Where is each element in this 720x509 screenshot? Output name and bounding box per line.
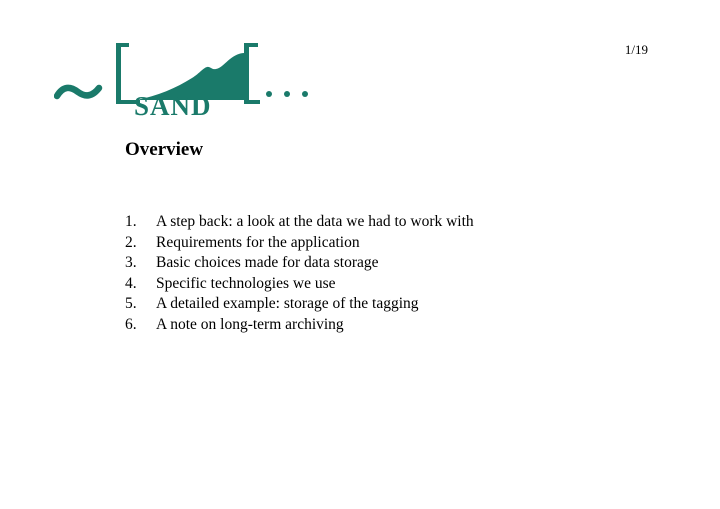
agenda-list <box>125 212 474 335</box>
slide-title: Overview <box>125 139 204 160</box>
agenda-item-number: 6. <box>125 315 137 333</box>
agenda-item <box>125 233 474 254</box>
tilde-mark <box>57 88 99 96</box>
agenda-item-number: 5. <box>125 295 137 312</box>
agenda-item <box>125 315 474 336</box>
ellipsis-dot <box>302 91 308 97</box>
left-bracket-2 <box>244 43 260 104</box>
logo-text: SAND <box>134 91 212 120</box>
sand-logo-graphic <box>54 38 318 120</box>
ellipsis-dot <box>284 91 290 97</box>
sand-logo <box>54 38 318 120</box>
agenda-item-text: A detailed example: storage of the tagging <box>156 295 419 312</box>
agenda-item-text: Basic choices made for data storage <box>156 254 379 271</box>
agenda-item-number: 4. <box>125 274 137 292</box>
agenda-item-text: Requirements for the application <box>156 233 360 251</box>
agenda-item-number: 1. <box>125 213 137 230</box>
agenda-item <box>125 274 474 295</box>
agenda-item <box>125 212 474 233</box>
agenda-item <box>125 253 474 274</box>
agenda-item <box>125 294 474 315</box>
agenda-item-text: Specific technologies we use <box>156 274 336 292</box>
page-number: 1/19 <box>624 42 648 57</box>
agenda-item-number: 3. <box>125 254 137 271</box>
agenda-item-text: A note on long-term archiving <box>156 315 344 333</box>
agenda-item-number: 2. <box>125 233 137 251</box>
agenda-item-text: A step back: a look at the data we had to work with <box>156 213 474 230</box>
ellipsis-dot <box>266 91 272 97</box>
